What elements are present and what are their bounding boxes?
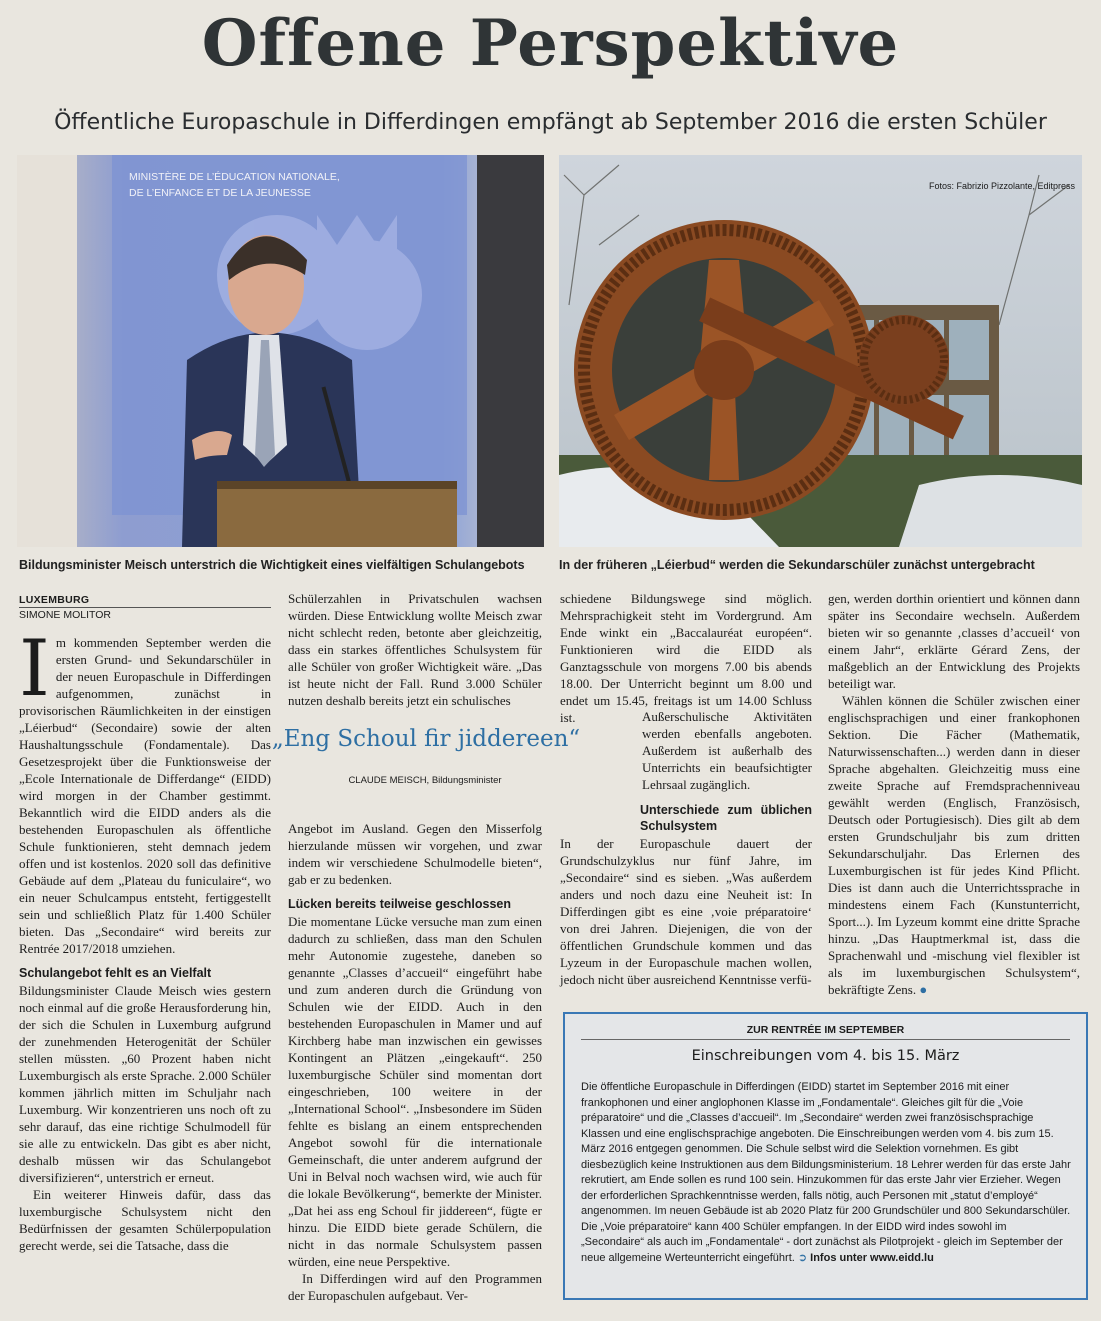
section-label: LUXEMBURG <box>19 594 90 606</box>
col4-paragraph-1: gen, werden dorthin orientiert und können dann später ins Secondaire wechseln. Außerdem bieten wir so genannte ‚classes d’accueil‘ von einem Jahr“, erklärte Gérard Zens, der maßgeblich an der Entwicklung des Projekts beteiligt war. <box>828 591 1080 691</box>
col1-paragraph-3: Ein weiterer Hinweis dafür, dass das luxemburgische Schulsystem nicht den Bedürfnissen der gesamten Schülerpopulation gerecht werde, sei die Tatsache, dass die <box>19 1187 271 1253</box>
info-box <box>563 1012 1088 1300</box>
dropcap: I <box>19 624 50 714</box>
col4-paragraph-2-text: Wählen können die Schüler zwischen einer englischsprachigen und einer frankophonen Sektion. Die Fächer (Mathematik, Naturwissenschaften...) werden dann in dieser Sprache abgehalten. Gleichzeitig muss eine zweite Sprache auf Fremdsprachenniveau gewählt werden (Englisch, Französisch, Deutsch oder Portugiesisch). Dies gilt ab dem ersten Grundschuljahr bis zum dritten Sekundarschuljahr. Das Erlernen des Luxemburgischen ist für jedes Kind Pflicht. Dies ist dann auch die Unterrichtssprache in mindestens einem Fach (Kunstunterricht, Sport...). Im Lyzeum kommt eine dritte Sprache hinzu. „Das Hauptmerkmal ist, dass die Sprachenwahl und -mischung viel flexibler ist als im luxemburgischen Schulsystem“, bekräftigte Zens. <box>828 693 1080 997</box>
col1-paragraph-1: m kommenden September werden die ersten Grund- und Sekundarschüler in der neuen Europaschule in Differdingen aufgenommen, zunächst in provisorischen Räumlichkeiten in der einstigen „Léierbud“ (Secondaire) sowie der alten Haushaltungsschule (Fondamentale). Das Gesetzesprojekt über die Funktionsweise der „Ecole Internationale de Differdange“ (EIDD) wird morgen in der Chamber gestimmt. Bekanntlich wird die EIDD anders als die bestehenden Europaschulen als öffentliche Schule funktionieren, steht demnach jedem offen und ist kostenlos. 2020 soll das definitive Gebäude auf dem „Plateau du funiculaire“, wo ein neuer Schulcampus entsteht, fertiggestellt sein und schließlich Platz für 1.400 Schüler bieten. Das „Secondaire“ wird bereits zur Rentrée 2017/2018 umziehen. <box>19 635 271 956</box>
gear-illustration <box>559 155 1082 547</box>
col2-bottom-text: Angebot im Ausland. Gegen den Misserfolg hierzulande müssen wir vorgehen, und zwar indem wir verschiedene Schulmodelle bieten“, gab er zu bedenken. <box>288 821 542 887</box>
column-2-bottom <box>288 820 542 1306</box>
info-box-title: Einschreibungen vom 4. bis 15. März <box>691 1048 960 1064</box>
pull-quote: „Eng Schoul fir jiddereen“ <box>271 726 581 752</box>
col3-paragraph-2: In der Europaschule dauert der Grundschulzyklus nur fünf Jahre, im „Secondaire“ sind es sieben. „Was außerdem anders und noch dazu eine Neuheit ist: In Differdingen gibt es eine ‚voie préparatoire‘ von drei Jahren. Diejenigen, die von der öffentlichen Grundschule kommen und das Lyzeum in der Europaschule machen wollen, jedoch nicht über ausreichend Kenntnisse verfü- <box>560 836 812 987</box>
col3-top-text: schiedene Bildungswege sind möglich. Mehrsprachigkeit steht im Vordergrund. Am Ende winkt ein „Baccalauréat européen“. Funktionieren wird die EIDD als Ganztagsschule von morgens 7.00 bis abends 18.00. Der Unterricht beginnt um 8.00 und endet um 15.45, freitags ist um 14.00 Schluss ist. <box>560 591 812 725</box>
end-mark-icon: ● <box>919 982 928 997</box>
photo-minister <box>17 155 544 547</box>
byline-rule <box>19 607 271 608</box>
photo-credit: Fotos: Fabrizio Pizzolante, Editpress <box>929 181 1076 191</box>
caption-left: Bildungsminister Meisch unterstrich die Wichtigkeit eines vielfältigen Schulangebots <box>19 558 525 572</box>
banner-line-2: DE L’ENFANCE ET DE LA JEUNESSE <box>129 187 311 199</box>
column-3-top <box>560 590 812 725</box>
column-3-mid <box>642 708 812 798</box>
info-box-kicker: ZUR RENTRÉE IM SEPTEMBER <box>581 1024 1070 1040</box>
column-3-bottom <box>560 802 812 992</box>
col3-mid-text: Außerschulische Aktivitäten werden ebenfalls angeboten. Außerdem ist außerhalb des Unterrichts ein beaufsichtigter Lehrsaal zugänglich. <box>642 709 812 792</box>
pull-quote-source: CLAUDE MEISCH, Bildungsminister <box>348 775 502 786</box>
author: SIMONE MOLITOR <box>19 609 111 621</box>
banner-line-1: MINISTÈRE DE L’ÉDUCATION NATIONALE, <box>129 171 340 183</box>
col3-subheading: Unterschiede zum üblichen Schulsystem <box>640 803 812 833</box>
caption-right: In der früheren „Léierbud“ werden die Sekundarschüler zunächst untergebracht <box>559 558 1035 572</box>
col2-paragraph-2: Die momentane Lücke versuche man zum einen dadurch zu schließen, dass man den Schulen mehr Autonomie zugestehe, daneben so genannte „Classes d’accueil“ eingeführt habe und zum anderen durch die Gründung von Schulen wie der EIDD. Auch in den bestehenden Europaschulen in Mamer und auf Kirchberg habe man inzwischen ein gewisses Kontingent an Plätzen „eingekauft“. 250 luxemburgische Schüler sind momentan dort eingeschrieben, 100 weitere in der „International School“. „Insbesondere im Süden fehlte es bislang an einem entsprechenden Angebot sowohl für die internationale Gemeinschaft, die unter anderem aufgrund der Uni in Belval noch wachsen wird, wie auch für die lokale Bevölkerung“, bemerkte der Minister. „Dat hei ass eng Schoul fir jiddereen“, fügte er hinzu. Die EIDD biete gerade Schülern, die nicht in das normale Schulsystem passen würden, eine neue Perspektive. <box>288 914 542 1269</box>
subheadline: Öffentliche Europaschule in Differdingen empfängt ab September 2016 die ersten Schüler <box>54 110 1047 135</box>
col1-subheading: Schulangebot fehlt es an Vielfalt <box>19 966 212 980</box>
col2-top-text: Schülerzahlen in Privatschulen wachsen würden. Diese Entwicklung wollte Meisch zwar nicht schlecht reden, betonte aber gleichzeitig, dass ein starkes öffentliches Schulsystem für alle Schüler von großer Wichtigkeit wäre. „Das ist heute nicht der Fall. Rund 3.000 Schüler nutzen deshalb bereits jetzt ein schulisches <box>288 591 542 708</box>
info-box-link[interactable]: Infos unter www.eidd.lu <box>810 1251 934 1264</box>
col2-subheading: Lücken bereits teilweise geschlossen <box>288 897 512 911</box>
column-2-top <box>288 590 542 708</box>
col4-paragraph-2 <box>828 692 1080 998</box>
minister-illustration <box>17 155 544 547</box>
info-box-body <box>581 1080 1072 1292</box>
col1-paragraph-2: Bildungsminister Claude Meisch wies gestern noch einmal auf die große Herausforderung hin, der sich die Schulen in Luxemburg aufgrund der zunehmenden Heterogenität der Schüler stellen müssten. „60 Prozent haben nicht Luxemburgisch als erste Sprache. 2.000 Schüler kommen jährlich mitten im Schuljahr nach Luxemburg. Wir konzentrieren uns noch oft zu sehr darauf, das eine richtige Schulmodell für sie alle zu entwickeln. Das gibt es aber nicht, deshalb müssen wir das Schulangebot diversifizieren“, unterstrich er erneut. <box>19 983 271 1185</box>
info-box-text: Die öffentliche Europaschule in Differdingen (EIDD) startet im September 2016 mit einer frankophonen und einer anglophonen Klasse im „Fondamentale“. Gleiches gilt für die „Voie préparatoire“ und die „Classes d’accueil“. Im „Secondaire“ werden zwei französischsprachige Klassen und eine englischsprachige angeboten. Die Einschreibungen werden vom 4. bis zum 15. März 2016 entgegen genommen. Die Schule selbst wird die Selektion vornehmen. Es gibt diesbezüglich keine Instruktionen aus dem Bildungsministerium. 18 Lehrer werden für das erste Jahr rekrutiert, am Ende sollen es rund 100 sein. Hinzukommen für das erste Jahr vier Erzieher. Wegen der erforderlichen Sprachkenntnisse werden, falls nötig, auch Personen mit „statut d’employé“ angenommen. Im neuen Gebäude ist ab 2020 Platz für 200 Grundschüler und 800 Sekundarschüler. Die „Voie préparatoire“ kann 400 Schüler empfangen. In der EIDD wird indes sowohl im „Secondaire“ als auch im „Fondamentale“ - dort zunächst als Pilotprojekt - gleich im September der neue allgemeine Werteunterricht eingeführt. <box>581 1081 1071 1264</box>
column-1 <box>19 624 271 1306</box>
column-4 <box>828 590 1080 997</box>
photo-gear-building <box>559 155 1082 547</box>
col2-paragraph-3: In Differdingen wird auf den Programmen der Europaschulen aufgebaut. Ver- <box>288 1271 542 1303</box>
link-arrow-icon: ➲ <box>797 1251 808 1264</box>
headline: Offene Perspektive <box>201 6 900 81</box>
